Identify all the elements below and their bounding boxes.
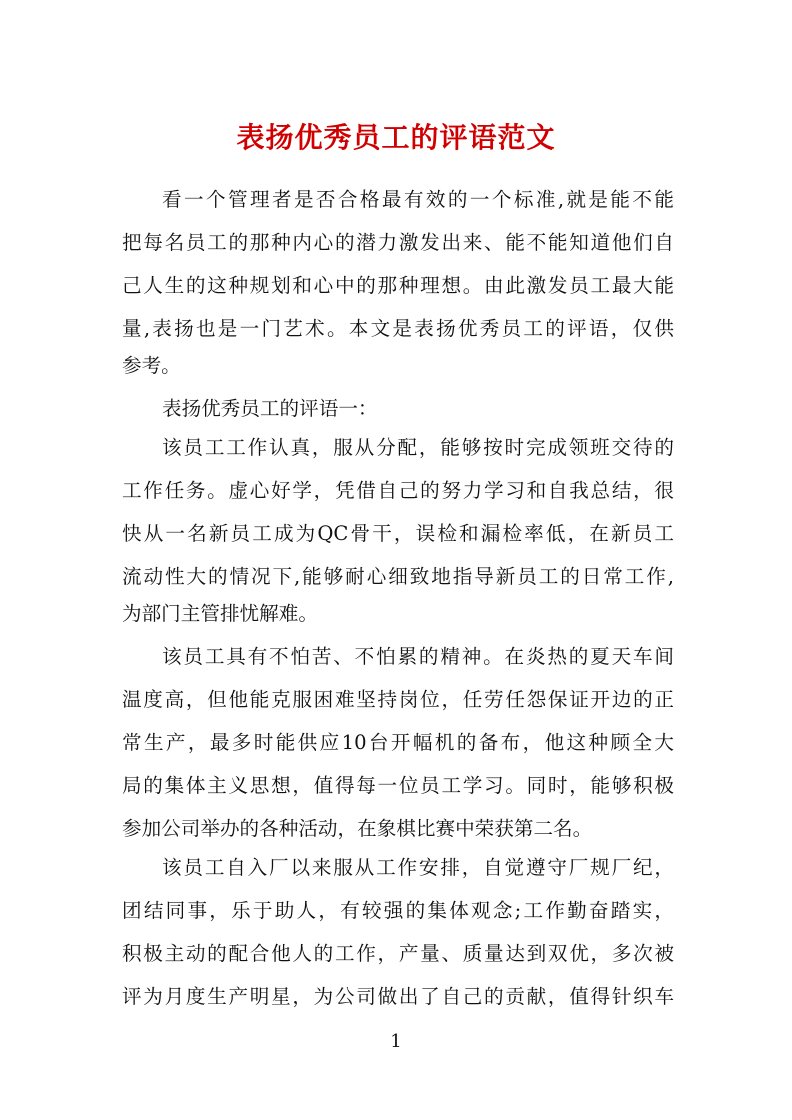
text-line: 参考。 bbox=[122, 354, 181, 377]
text-line: 常生产，最多时能供应10台开幅机的备布，他这种顾全大 bbox=[122, 731, 674, 754]
text-line: 流动性大的情况下,能够耐心细致地指导新员工的日常工作, bbox=[122, 565, 674, 588]
text-line: 局的集体主义思想，值得每一位员工学习。同时，能够积极 bbox=[122, 774, 674, 797]
section-heading: 表扬优秀员工的评语一： bbox=[162, 397, 378, 420]
text-line: 参加公司举办的各种活动，在象棋比赛中荣获第二名。 bbox=[122, 817, 593, 840]
text-line: 该员工自入厂以来服从工作安排，自觉遵守厂规厂纪， bbox=[162, 856, 674, 879]
text-line: 己人生的这种规划和心中的那种理想。由此激发员工最大能 bbox=[122, 274, 674, 297]
text-line: 把每名员工的那种内心的潜力激发出来、能不能知道他们自 bbox=[122, 231, 674, 254]
text-line: 该员工工作认真，服从分配，能够按时完成领班交待的 bbox=[162, 436, 674, 459]
text-line: 为部门主管排忧解难。 bbox=[122, 602, 318, 625]
text-line: 快从一名新员工成为QC骨干，误检和漏检率低，在新员工 bbox=[122, 522, 674, 545]
page-number: 1 bbox=[390, 1031, 402, 1052]
text-line: 看一个管理者是否合格最有效的一个标准,就是能不能 bbox=[162, 188, 674, 211]
text-line: 评为月度生产明星，为公司做出了自己的贡献，值得针织车 bbox=[122, 985, 674, 1008]
text-line: 积极主动的配合他人的工作，产量、质量达到双优，多次被 bbox=[122, 942, 674, 965]
text-line: 工作任务。虚心好学，凭借自己的努力学习和自我总结，很 bbox=[122, 479, 674, 502]
text-line: 该员工具有不怕苦、不怕累的精神。在炎热的夏天车间 bbox=[162, 645, 674, 668]
text-line: 量,表扬也是一门艺术。本文是表扬优秀员工的评语，仅供 bbox=[122, 317, 674, 340]
text-line: 团结同事，乐于助人，有较强的集体观念;工作勤奋踏实， bbox=[122, 899, 674, 922]
document-title: 表扬优秀员工的评语范文 bbox=[236, 121, 556, 154]
text-line: 温度高，但他能克服困难坚持岗位，任劳任怨保证开边的正 bbox=[122, 688, 674, 711]
